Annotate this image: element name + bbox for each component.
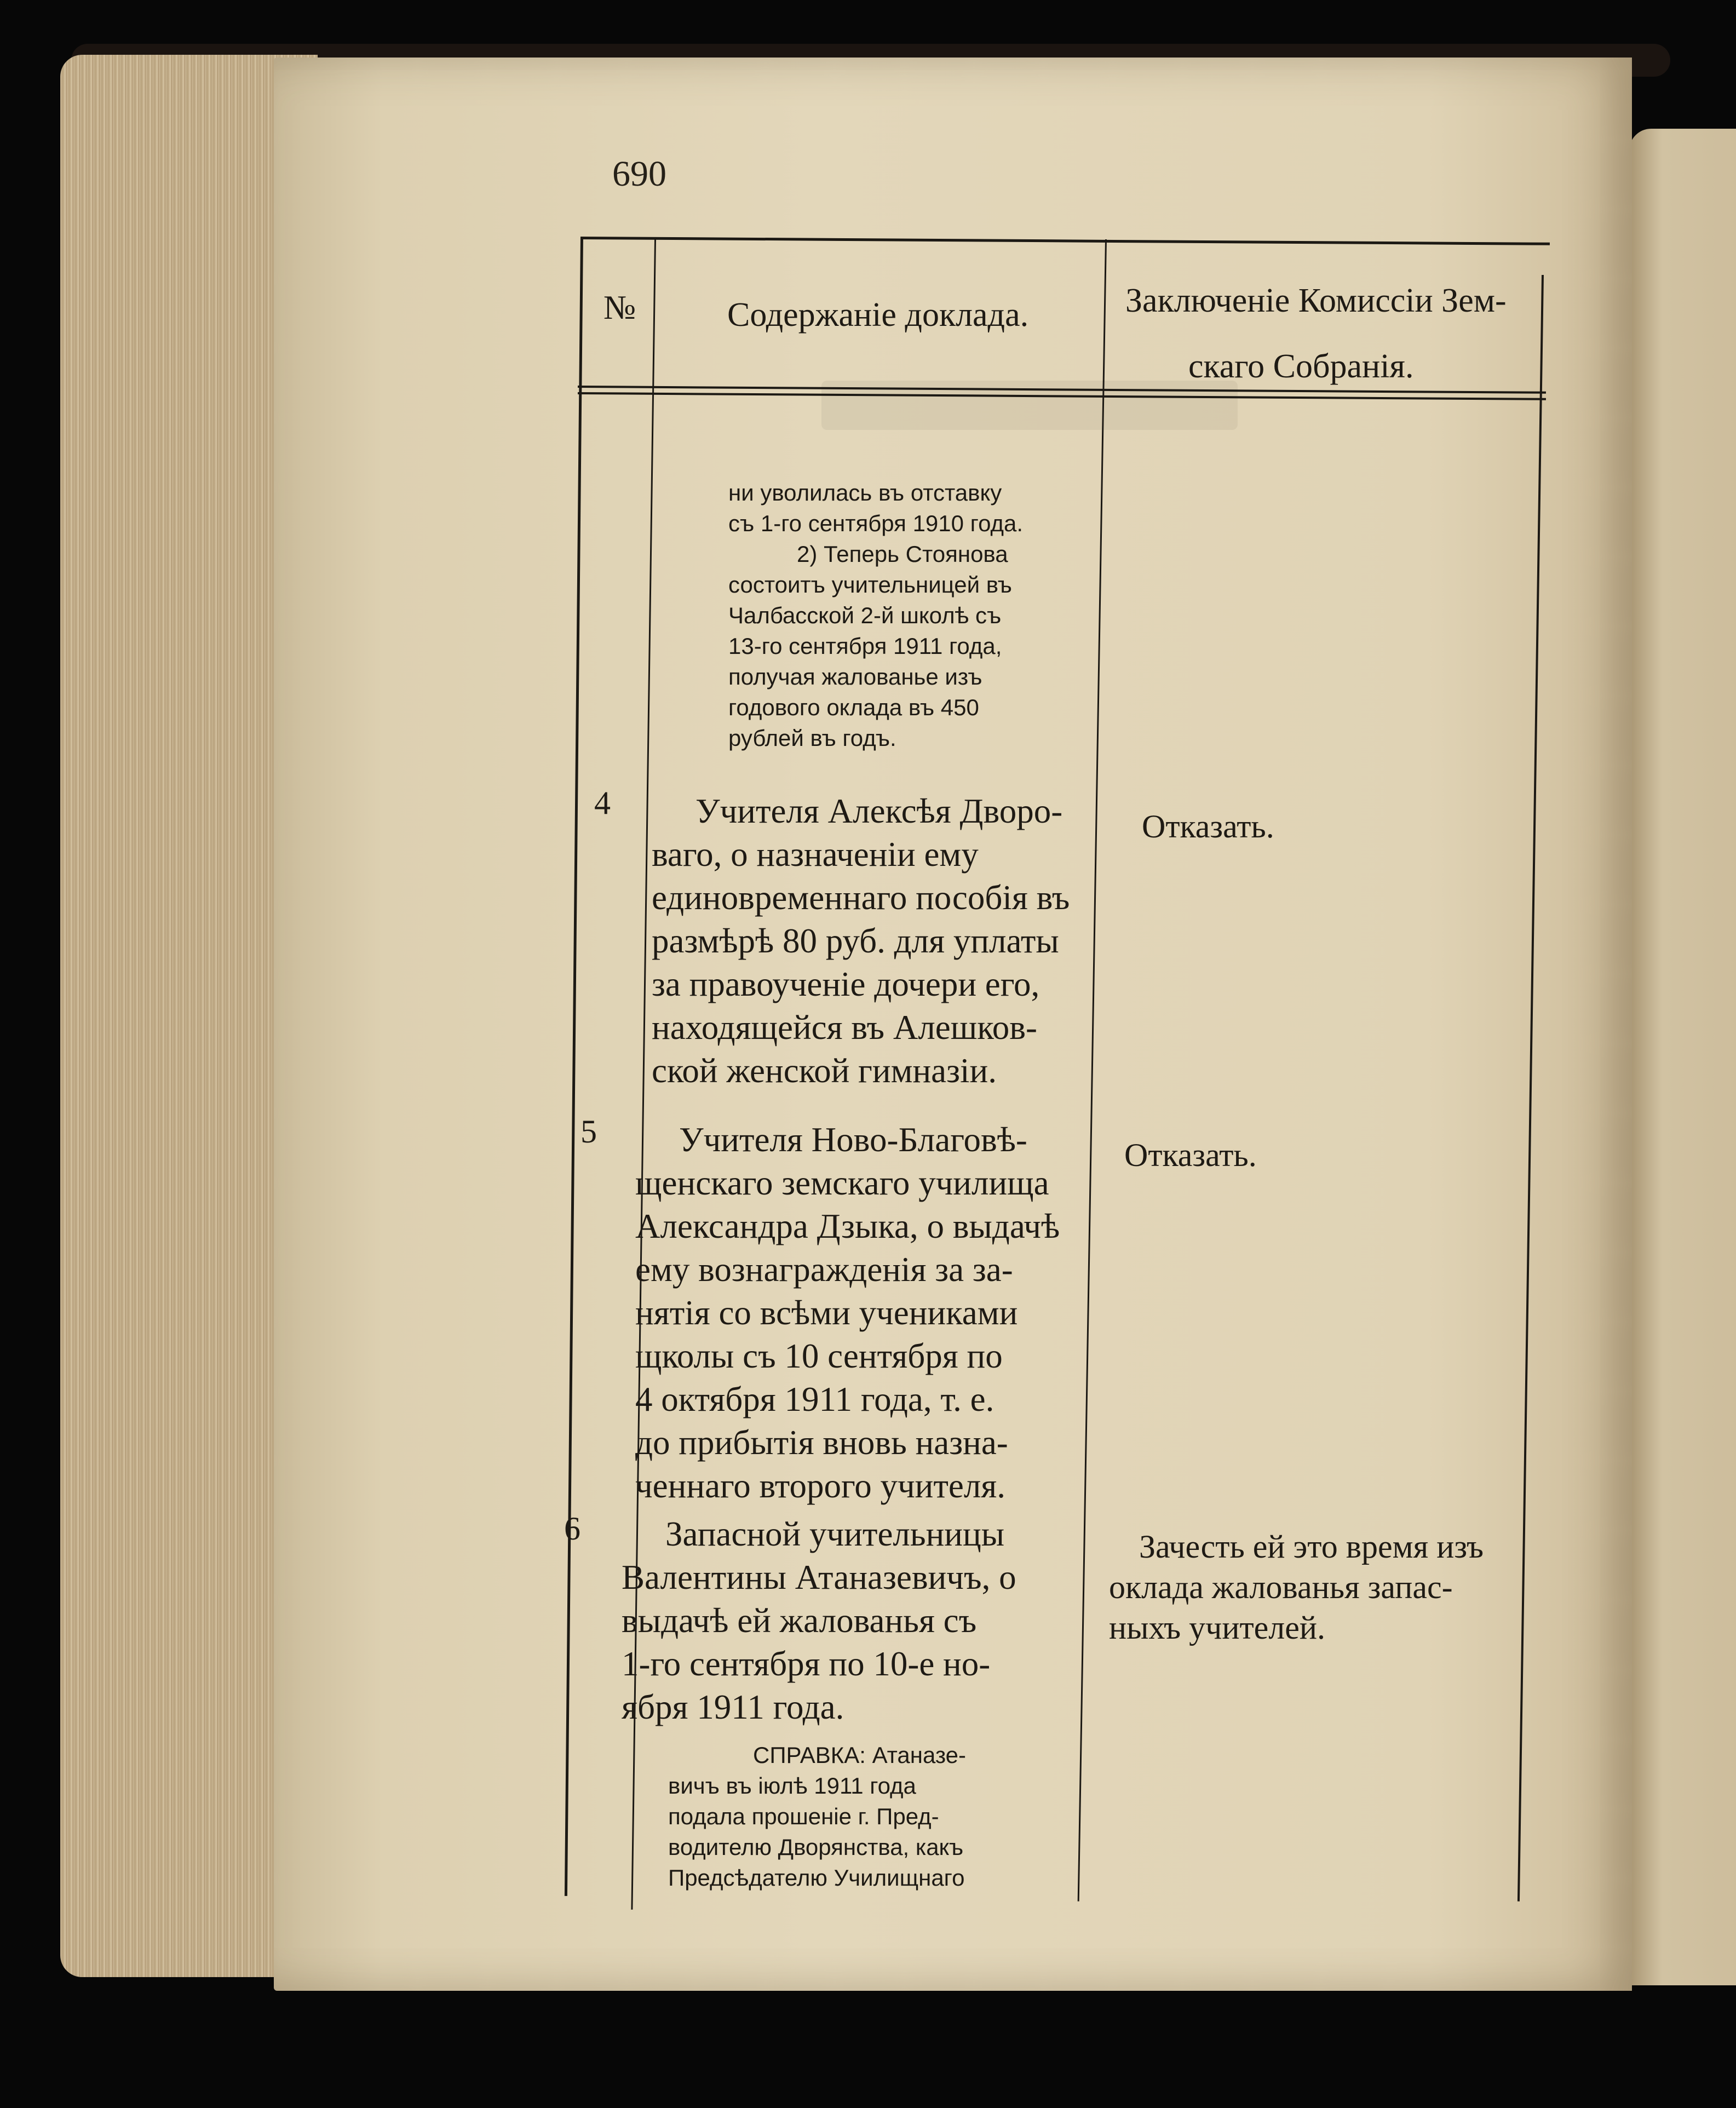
text-line: ныхъ учителей. <box>1109 1610 1325 1646</box>
text-line: съ 1-го сентября 1910 года. <box>728 510 1024 536</box>
text-line: находящейся въ Алешков- <box>652 1008 1037 1047</box>
text-line: щколы съ 10 сентября по <box>635 1337 1003 1375</box>
header-rule-2 <box>578 392 1546 400</box>
reference-note <box>668 1740 1062 1893</box>
text-line: годового оклада въ 450 <box>728 694 979 720</box>
text-line: ской женской гимназіи. <box>652 1052 997 1090</box>
text-line: размѣрѣ 80 руб. для уплаты <box>652 922 1059 960</box>
text-line: Учителя Алексѣя Дворо- <box>695 792 1063 830</box>
text-line: единовременнаго пособія въ <box>652 878 1070 917</box>
table-top-border <box>580 237 1550 245</box>
text-line: ября 1911 года. <box>622 1688 844 1726</box>
text-line: подала прошеніе г. Пред- <box>668 1803 939 1829</box>
report-table <box>564 237 1544 1912</box>
header-content: Содержаніе доклада. <box>727 296 1029 334</box>
text-line: водителю Дворянства, какъ <box>668 1834 964 1860</box>
text-line: 1-го сентября по 10-е но- <box>622 1645 991 1683</box>
text-line: до прибытія вновь назна- <box>635 1423 1008 1462</box>
text-line: нятія со всѣми учениками <box>635 1294 1018 1332</box>
header-conclusion-line2: скаго Собранія. <box>1188 348 1414 385</box>
text-line: Запасной учительницы <box>665 1515 1005 1553</box>
header-number: № <box>603 289 636 326</box>
text-line: получая жалованье изъ <box>728 664 982 690</box>
header-conclusion-line1: Заключеніе Комиссіи Зем- <box>1125 282 1507 319</box>
text-line: выдачѣ ей жалованья съ <box>622 1601 977 1640</box>
text-line: ему вознагражденія за за- <box>635 1250 1013 1289</box>
text-line: Предсѣдателю Училищнаго <box>668 1865 965 1891</box>
row-conclusion: Отказать. <box>1142 808 1274 845</box>
row-conclusion: Отказать. <box>1124 1137 1257 1173</box>
text-line: Валентины Атаназевичъ, о <box>622 1558 1016 1596</box>
row-conclusion <box>1109 1526 1542 1648</box>
text-line: Зачесть ей это время изъ <box>1139 1529 1484 1565</box>
continuation-text <box>728 478 1106 754</box>
table-right-border <box>1517 275 1544 1902</box>
text-line: рублей въ годъ. <box>728 725 896 751</box>
text-line: ни уволилась въ отставку <box>728 480 1002 506</box>
text-line: оклада жалованья запас- <box>1109 1569 1453 1605</box>
row-content <box>652 790 1101 1093</box>
row-content <box>635 1118 1090 1508</box>
text-line: Александра Дзыка, о выдачѣ <box>635 1207 1060 1245</box>
row-number: 6 <box>564 1510 580 1547</box>
text-line: вичъ въ іюлѣ 1911 года <box>668 1773 916 1799</box>
text-line: Чалбасской 2-й школѣ съ <box>728 602 1002 628</box>
text-line: за правоученіе дочери его, <box>652 965 1040 1003</box>
text-line: состоитъ учительницей въ <box>728 572 1012 598</box>
row-number: 5 <box>580 1113 597 1150</box>
text-line: 13-го сентября 1911 года, <box>728 633 1002 659</box>
page-number: 690 <box>612 154 666 194</box>
text-line: ваго, о назначеніи ему <box>652 835 979 874</box>
row-content <box>622 1513 1071 1729</box>
text-line: щенскаго земскаго училища <box>635 1164 1049 1202</box>
adjacent-page <box>1629 129 1736 1985</box>
text-line: 4 октября 1911 года, т. е. <box>635 1380 995 1418</box>
text-line: СПРАВКА: Атаназе- <box>753 1742 966 1768</box>
row-number: 4 <box>594 785 611 821</box>
text-line: 2) Теперь Стоянова <box>797 541 1008 567</box>
text-line: ченнаго второго учителя. <box>635 1467 1006 1505</box>
text-line: Учителя Ново-Благовѣ- <box>679 1121 1027 1159</box>
header-rule-1 <box>578 386 1546 394</box>
